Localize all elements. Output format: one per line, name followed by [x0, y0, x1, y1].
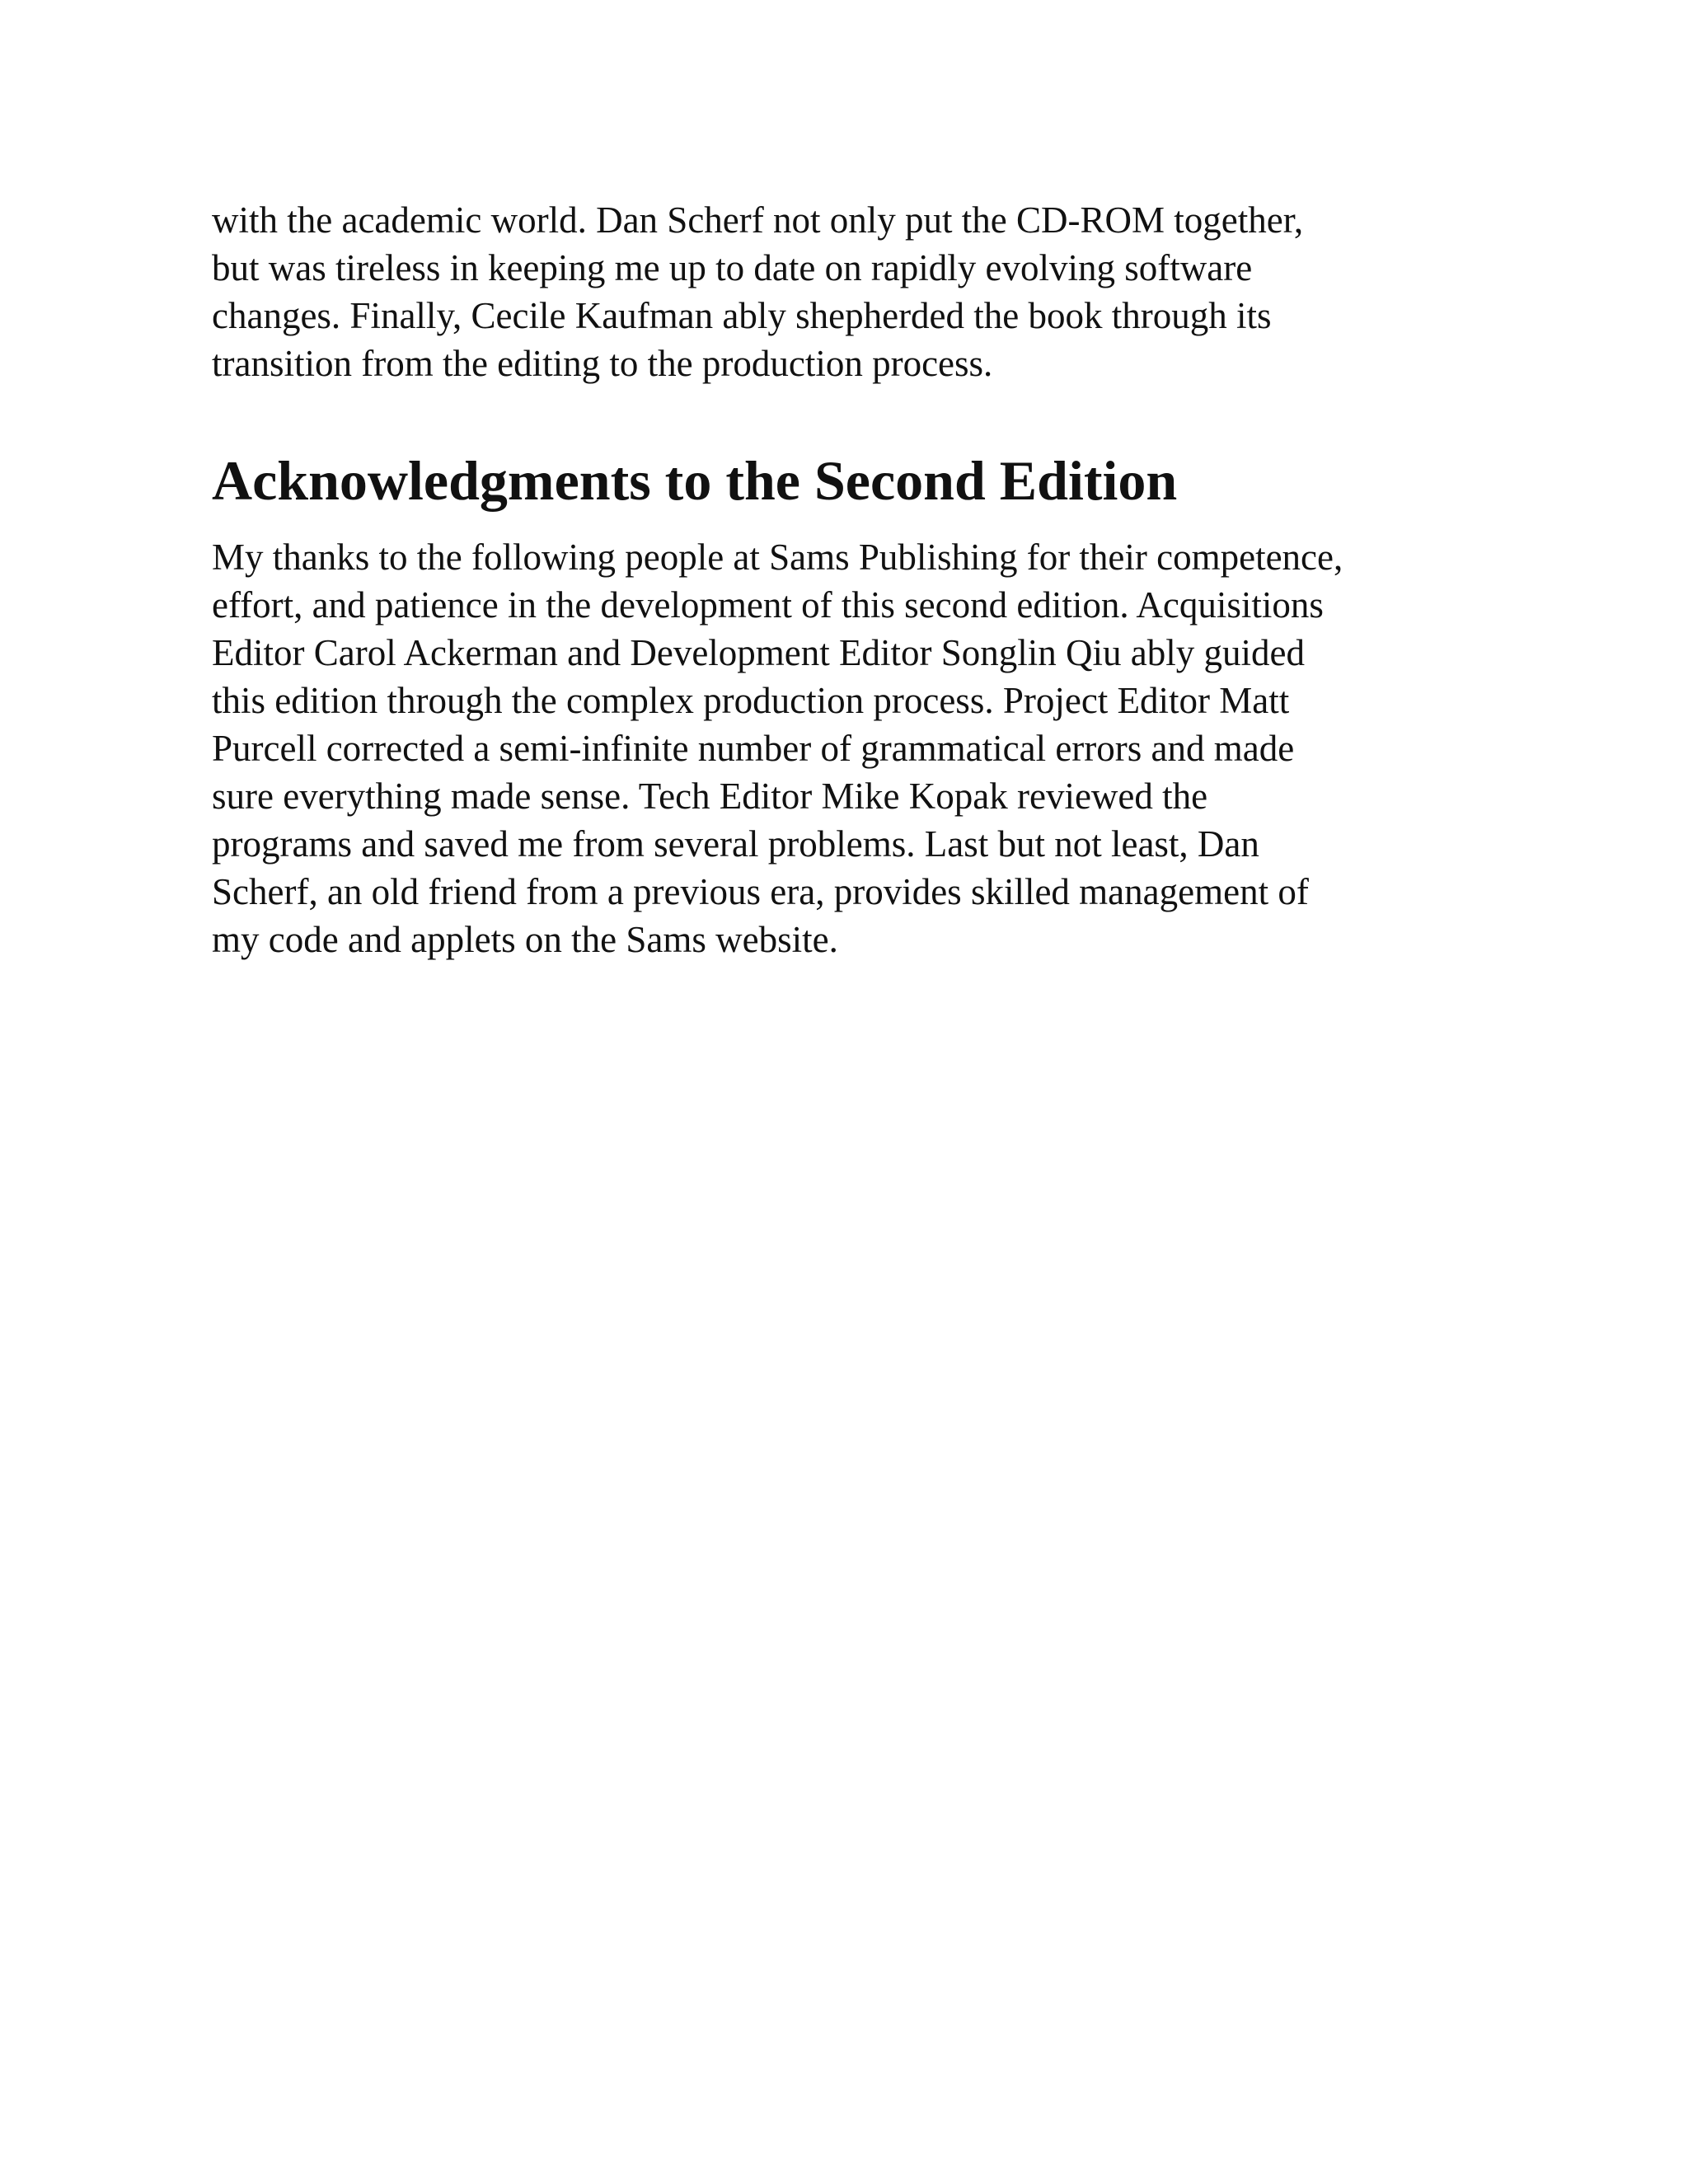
text-line: this edition through the complex production process. Project Editor Matt	[212, 680, 1290, 721]
text-line: with the academic world. Dan Scherf not only put the CD-ROM together,	[212, 199, 1304, 241]
text-line: my code and applets on the Sams website.	[212, 919, 838, 960]
text-line: but was tireless in keeping me up to date on rapidly evolving software	[212, 247, 1253, 288]
text-line: changes. Finally, Cecile Kaufman ably shepherded the book through its	[212, 295, 1272, 336]
text-line: Editor Carol Ackerman and Development Editor Songlin Qiu ably guided	[212, 632, 1305, 673]
text-line: transition from the editing to the production process.	[212, 343, 993, 384]
paragraph-continued	[212, 196, 1498, 387]
text-line: Scherf, an old friend from a previous era, provides skilled management of	[212, 871, 1309, 912]
paragraph-acknowledgments	[212, 533, 1498, 963]
text-line: My thanks to the following people at Sams Publishing for their competence,	[212, 537, 1343, 578]
text-line: programs and saved me from several problems. Last but not least, Dan	[212, 823, 1259, 865]
document-page	[212, 196, 1498, 963]
section-heading: Acknowledgments to the Second Edition	[212, 449, 1178, 512]
text-line: Purcell corrected a semi-infinite number of grammatical errors and made	[212, 728, 1295, 769]
text-line: effort, and patience in the development of this second edition. Acquisitions	[212, 584, 1324, 626]
text-line: sure everything made sense. Tech Editor Mike Kopak reviewed the	[212, 776, 1208, 817]
